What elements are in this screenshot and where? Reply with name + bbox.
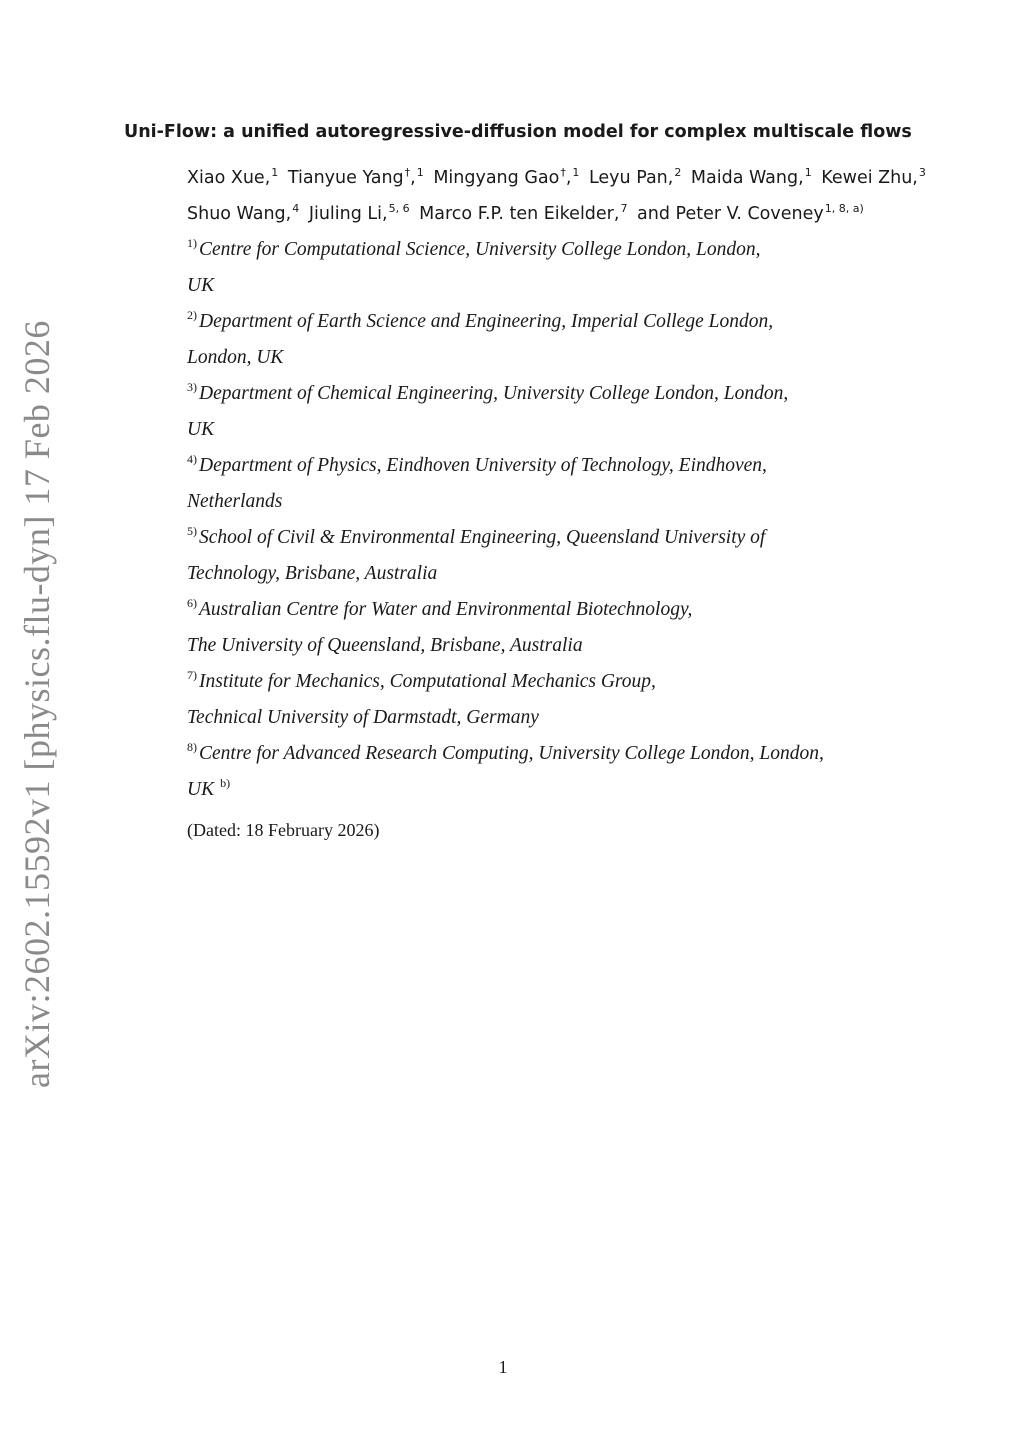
author: Jiuling Li,$^{5, 6}$ (308, 202, 410, 224)
author-line-2 (187, 196, 927, 232)
author: Xiao Xue,$^1$ (187, 166, 279, 188)
affiliation-list (187, 232, 907, 808)
affiliation-text: London, UK (187, 347, 284, 368)
affiliation-text: The University of Queensland, Brisbane, Australia (187, 635, 583, 656)
affiliation-text: School of Civil & Environmental Engineering, Queensland University of (199, 527, 766, 548)
date-line: (Dated: 18 February 2026) (187, 820, 380, 840)
author: Shuo Wang,$^4$ (187, 202, 300, 224)
affiliation-text: Technical University of Darmstadt, Germany (187, 707, 539, 728)
affiliation-text: UK (187, 419, 215, 440)
author: Tianyue Yang†,$^1$ (287, 166, 424, 188)
affiliation-text: Australian Centre for Water and Environmental Biotechnology, (199, 599, 693, 620)
affiliation-item (187, 520, 907, 592)
author: Maida Wang,$^1$ (690, 166, 812, 188)
affiliation-item (187, 664, 907, 736)
arxiv-identifier-stamp: arXiv:2602.15592v1 [physics.flu-dyn] 17 Feb 2026 (17, 320, 57, 1088)
affiliation-text: Centre for Computational Science, University College London, London, (199, 239, 761, 260)
affiliation-item (187, 232, 907, 304)
affiliation-marker: 8) (187, 740, 197, 754)
affiliation-text: Department of Chemical Engineering, University College London, London, (199, 383, 789, 404)
affiliation-marker: 7) (187, 668, 197, 682)
affiliation-text: Netherlands (187, 491, 283, 512)
footnote-marker: b) (220, 776, 231, 790)
affiliation-marker: 3) (187, 380, 197, 394)
affiliation-text: Department of Physics, Eindhoven University of Technology, Eindhoven, (199, 455, 767, 476)
affiliation-item (187, 304, 907, 376)
author: Mingyang Gao†,$^1$ (433, 166, 580, 188)
affiliation-item (187, 736, 907, 808)
affiliation-marker: 5) (187, 524, 197, 538)
affiliation-item (187, 376, 907, 448)
affiliation-marker: 1) (187, 236, 197, 250)
affiliation-text: Centre for Advanced Research Computing, University College London, London, (199, 743, 824, 764)
affiliation-item (187, 592, 907, 664)
affiliation-text: UK (187, 275, 215, 296)
author: Marco F.P. ten Eikelder,$^7$ (419, 202, 628, 224)
affiliation-text: Technology, Brisbane, Australia (187, 563, 438, 584)
author-list (187, 160, 927, 232)
affiliation-item (187, 448, 907, 520)
affiliation-text: UK (187, 779, 215, 800)
author: Kewei Zhu,$^3$ (821, 166, 926, 188)
author: Leyu Pan,$^2$ (588, 166, 682, 188)
affiliation-marker: 6) (187, 596, 197, 610)
paper-title: Uni-Flow: a unified autoregressive-diffusion model for complex multiscale flows (124, 122, 912, 142)
affiliation-text: Department of Earth Science and Engineering, Imperial College London, (199, 311, 774, 332)
author: and Peter V. Coveney$^{1, 8, a)}$ (637, 202, 864, 224)
affiliation-text: Institute for Mechanics, Computational Mechanics Group, (199, 671, 656, 692)
author-line-1 (187, 160, 927, 196)
affiliation-marker: 2) (187, 308, 197, 322)
page-number: 1 (498, 1357, 508, 1377)
affiliation-marker: 4) (187, 452, 197, 466)
